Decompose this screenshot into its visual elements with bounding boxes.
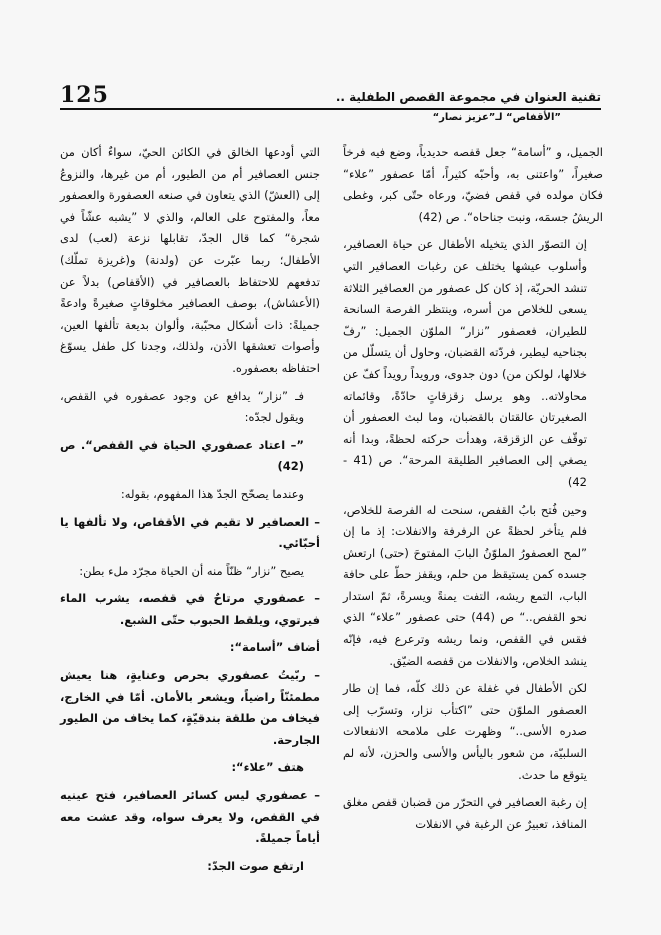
left-column (60, 142, 320, 895)
quote: – عصفوري ليس كسائر العصافير، فتح عينيه في القفص، ولا يعرف سواه، وقد عشت معه أياماً جميلةً. (60, 788, 320, 846)
right-column (343, 142, 603, 895)
paragraph: التي أودعها الخالق في الكائن الحيّ، سواءٌ أكان من جنس العصافير أم من الطيور، أم من غيرها، والنزوعُ إلى (العشّ) الذي يتعاون في صنعه العصفورة والعصفور معاً، والمفتوح على العالم، والذي لا ”يشبه عشّاً في شجرة“ كما قال الجدّ، تقابلها نزعة (لعب) لدى الأطفال؛ ربما عبّرت عن (ولدنة) و(غريزة تملّك) تدفعهم للاحتفاظ بالعصافير في (الأقفاص) بدلاً عن (الأعشاش)، بوصف العصافير مخلوقاتٍ صغيرةً وادعةً جميلةً: ذات أشكال محبّبة، وألوان بديعة تألفها العين، وأصوات تعشقها الأذن، ولذلك، وجدنا كل طفل يسوّغ احتفاظه بعصفوره. (60, 145, 320, 375)
paragraph: إن التصوّر الذي يتخيله الأطفال عن حياة العصافير، وأسلوب عيشها يختلف عن رغبات العصافير التي تنشد الحريّة، إذ كان كل عصفور من العصافير الثلاثة يسعى للخلاص من أسره، وينتظر الفرصة السانحة للطيران، فعصفور ”نزار“ الملوّن الجميل: ”رفّ بجناحيه ليطير، فردّته القضبان، وحاول أن يتسلّل من خلالها، لولكن من) دون جدوى، ورويداً رويداً كفّ عن محاولاته.. وهو يرسل زقزقاتٍ حادّةً، وقائماته الصغيرتان عالقتان بالقضبان، وما لبث العصفور أن توقّف عن الزقزقة، وهدأت حركته لحظةً، وبدا أنه يصغي إلى العصافير الطليقة المرحة“. ص (41 - 42) (343, 237, 587, 489)
speaker-line: ارتفع صوت الجدّ: (207, 858, 304, 873)
paragraph: وعندما يصحّح الجدّ هذا المفهوم، بقوله: (120, 486, 304, 501)
header-rule (60, 108, 601, 110)
text-columns (60, 142, 603, 895)
running-title: تقنية العنوان في مجموعة القصص الطفلية .. (335, 90, 601, 104)
paragraph: يصيح ”نزار“ ظنّاً منه أن الحياة مجرّد ملء بطن: (79, 563, 304, 578)
paragraph: وحين فُتح بابُ القفص، سنحت له الفرصة للخلاص، فلم يتأخر لحظةً عن الرفرفة والانفلات: إذ ما إن ”لمح العصفورُ الملوّنُ البابَ المفتوحَ (حتى) ارتعش جسده كمن يستيقظ من حلم، ويقفز حطّ على حافة الباب، التمع ريشه، التفت يمنةً ويسرةً، ثمّ استدار نحو القفص..“ ص (44) حتى عصفور ”علاء“ الذي فقس في القفص، ونما ريشه وترعرع فيه، فإنّه ينشد الخلاص، والانفلات من قفصه الضيّق. (343, 502, 587, 668)
speaker-line: هتف ”علاء“: (231, 760, 304, 775)
paragraph: لكن الأطفال في غفلة عن ذلك كلّه، فما إن طار العصفور الملوّن حتى ”اكتأب نزار، وتسرّب إلى صدره الأسى..“ وظهرت على ملامحه الانفعالات السلبيّة، من شعور باليأس والأسى والحزن، لأنه لم يتوقع ما حدث. (343, 681, 587, 782)
paragraph: فـ ”نزار“ يدافع عن وجود عصفوره في القفص، ويقول لجدّه: (60, 388, 304, 425)
page-number: 125 (60, 82, 109, 108)
speaker-line: أضاف ”أسامة“: (229, 640, 320, 655)
paragraph: الجميل، و ”أسامة“ جعل قفصه حديدياً، وضع فيه فرخاً صغيراً، ”واعتنى به، وأحبّه كثيراً، أمّا عصفور ”علاء“ فكان مولده في قفص فضيّ، ورعاه حتّى كبر، وغطى الريشُ جسمَه، ونبت جناحاه“. ص (42) (343, 145, 603, 224)
running-subtitle: ”الأقفاص“ لـ”عزيز نصار“ (432, 112, 561, 123)
quote: ”– اعتاد عصفوري الحياة في القفص“. ص (42) (60, 437, 304, 474)
page-header (60, 82, 601, 126)
quote: – العصافير لا تقيم في الأقفاص، ولا تألفها يا أحبّائي. (60, 514, 320, 551)
quote: – عصفوري مرتاحٌ في قفصه، يشرب الماء فيرتوي، ويلقط الحبوب حتّى الشبع. (60, 591, 320, 627)
paragraph: إن رغبة العصافير في التحرّر من قضبان قفص مغلق المنافذ، تعبيرٌ عن الرغبة في الانفلات (342, 795, 587, 831)
quote: – ربّيتُ عصفوري بحرص وعنايةٍ، هنا يعيش مطمئنّاً راضياً، ويشعر بالأمان. أمّا في الخارج، فيخاف من طلقة بندقيّةٍ، كما يخاف من الطيور الجارحة. (60, 668, 320, 747)
